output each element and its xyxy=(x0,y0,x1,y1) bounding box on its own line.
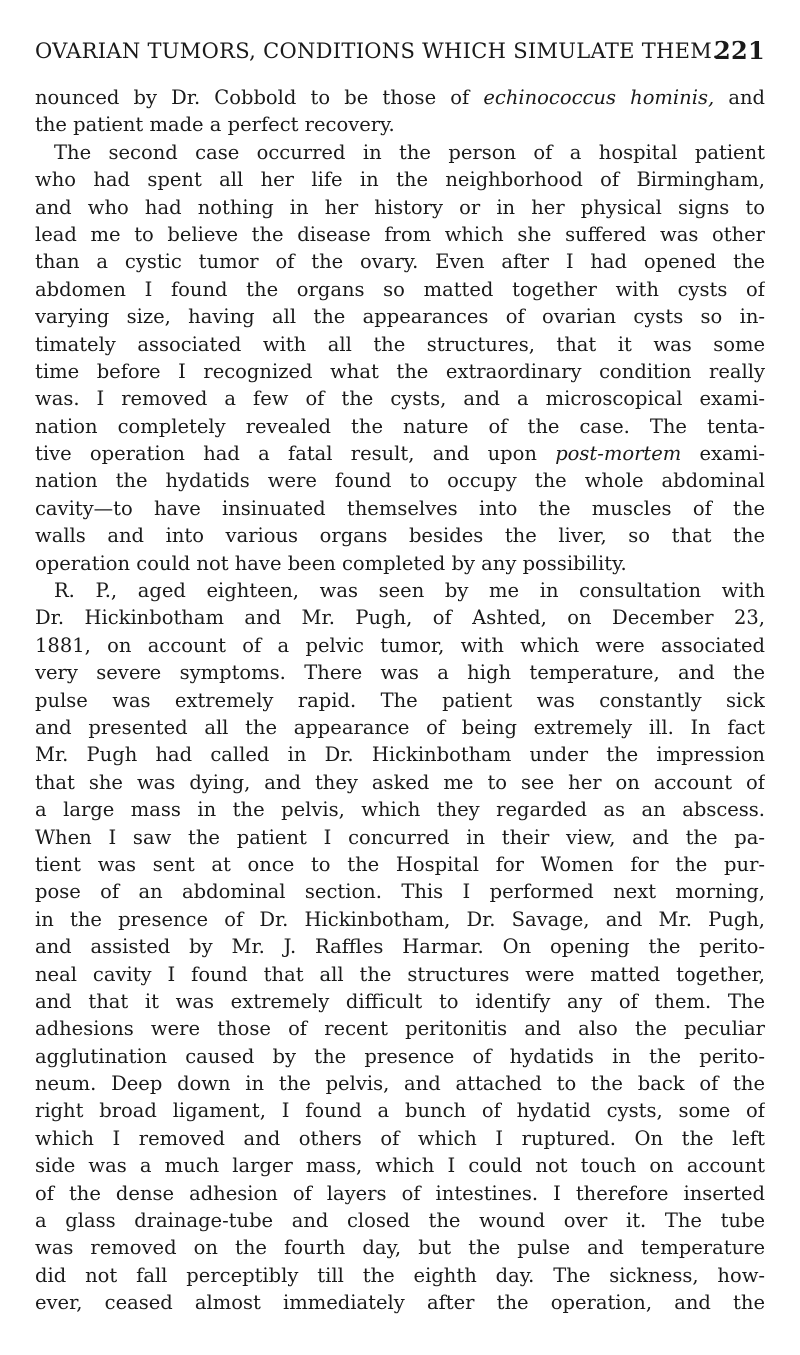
text-segment: 1881, on account of a pelvic tumor, with which were associated xyxy=(35,633,765,657)
text-segment: of the dense adhesion of layers of intestines. I therefore inserted xyxy=(35,1181,765,1205)
text-line xyxy=(35,413,765,440)
text-line xyxy=(35,303,765,330)
text-segment: nation completely revealed the nature of the case. The tenta- xyxy=(35,414,765,438)
text-segment: timately associated with all the structures, that it was some xyxy=(35,332,765,356)
text-line xyxy=(35,1015,765,1042)
text-line xyxy=(35,84,765,111)
text-line xyxy=(35,878,765,905)
text-line xyxy=(35,467,765,494)
text-line xyxy=(35,495,765,522)
text-line xyxy=(35,194,765,221)
body-text xyxy=(35,84,765,1317)
text-segment: nation the hydatids were found to occupy the whole abdominal xyxy=(35,469,765,493)
text-line xyxy=(35,906,765,933)
text-segment: very severe symptoms. There was a high temperature, and the xyxy=(35,661,765,685)
text-line xyxy=(35,687,765,714)
text-line xyxy=(35,1097,765,1124)
text-line xyxy=(35,632,765,659)
text-segment: and xyxy=(714,86,765,109)
text-segment: walls and into various organs besides the liver, so that the xyxy=(35,524,765,548)
text-segment: The second case occurred in the person of a hospital patient xyxy=(54,140,765,164)
text-segment: lead me to believe the disease from which she suffered was other xyxy=(35,222,765,246)
text-line xyxy=(35,1043,765,1070)
text-line xyxy=(35,522,765,549)
text-line xyxy=(35,577,765,604)
page-number: 221 xyxy=(714,36,765,65)
text-line xyxy=(35,358,765,385)
text-line xyxy=(35,248,765,275)
text-segment: and that it was extremely difficult to identify any of them. The xyxy=(35,989,765,1013)
text-segment: agglutination caused by the presence of hydatids in the perito- xyxy=(35,1044,765,1068)
text-segment: a large mass in the pelvis, which they regarded as an abscess. xyxy=(35,798,765,822)
text-line xyxy=(35,331,765,358)
text-line xyxy=(35,139,765,166)
text-segment: pose of an abdominal section. This I performed next morning, xyxy=(35,880,765,904)
text-segment: who had spent all her life in the neighborhood of Birmingham, xyxy=(35,168,765,192)
text-line xyxy=(35,824,765,851)
text-segment: and presented all the appearance of being extremely ill. In fact xyxy=(35,715,765,739)
text-segment: than a cystic tumor of the ovary. Even after I had opened the xyxy=(35,250,765,274)
text-line xyxy=(35,166,765,193)
text-segment: and assisted by Mr. J. Raffles Harmar. On opening the perito- xyxy=(35,935,765,959)
text-segment: side was a much larger mass, which I could not touch on account xyxy=(35,1154,765,1178)
text-line xyxy=(35,1262,765,1289)
text-line xyxy=(35,851,765,878)
text-line xyxy=(35,741,765,768)
text-line xyxy=(35,550,765,577)
text-segment: was. I removed a few of the cysts, and a microscopical exami- xyxy=(35,387,765,411)
text-line xyxy=(35,961,765,988)
text-line xyxy=(35,440,765,467)
text-segment: When I saw the patient I concurred in their view, and the pa- xyxy=(35,825,765,849)
text-segment: pulse was extremely rapid. The patient was constantly sick xyxy=(35,688,765,712)
text-line xyxy=(35,1207,765,1234)
text-line xyxy=(35,769,765,796)
text-segment: varying size, having all the appearances of ovarian cysts so in- xyxy=(35,305,765,329)
text-segment: R. P., aged eighteen, was seen by me in consultation with xyxy=(54,579,765,603)
text-line xyxy=(35,1125,765,1152)
text-segment: neal cavity I found that all the structures were matted together, xyxy=(35,962,765,986)
text-line xyxy=(35,385,765,412)
text-line xyxy=(35,714,765,741)
text-line xyxy=(35,988,765,1015)
text-segment: Dr. Hickinbotham and Mr. Pugh, of Ashted, on December 23, xyxy=(35,606,765,630)
text-segment: right broad ligament, I found a bunch of hydatid cysts, some of xyxy=(35,1099,765,1123)
text-segment: Mr. Pugh had called in Dr. Hickinbotham under the impression xyxy=(35,743,765,767)
running-head-title: OVARIAN TUMORS, CONDITIONS WHICH SIMULATE THEM. xyxy=(35,39,720,63)
text-segment: nounced by Dr. Cobbold to be those of xyxy=(35,86,484,109)
text-line xyxy=(35,111,765,138)
italic-text: post-mortem xyxy=(555,442,682,466)
text-line xyxy=(35,604,765,631)
text-segment: was removed on the fourth day, but the pulse and temperature xyxy=(35,1236,765,1260)
text-segment: and who had nothing in her history or in her physical signs to xyxy=(35,195,765,219)
text-line xyxy=(35,221,765,248)
text-segment: a glass drainage-tube and closed the wound over it. The tube xyxy=(35,1209,765,1233)
text-segment: in the presence of Dr. Hickinbotham, Dr. Savage, and Mr. Pugh, xyxy=(35,907,765,931)
text-line xyxy=(35,276,765,303)
text-segment: tive operation had a fatal result, and upon xyxy=(35,442,556,466)
text-line xyxy=(35,933,765,960)
text-line xyxy=(35,1180,765,1207)
text-line xyxy=(35,796,765,823)
text-segment: abdomen I found the organs so matted together with cysts of xyxy=(35,277,765,301)
text-segment: time before I recognized what the extraordinary condition really xyxy=(35,359,765,383)
text-line xyxy=(35,1070,765,1097)
text-line xyxy=(35,1152,765,1179)
text-segment: cavity—to have insinuated themselves into the muscles of the xyxy=(35,496,765,520)
text-segment: the patient made a perfect recovery. xyxy=(35,113,395,137)
text-segment: which I removed and others of which I ruptured. On the left xyxy=(35,1126,765,1150)
text-segment: adhesions were those of recent peritonitis and also the peculiar xyxy=(35,1017,765,1041)
text-segment: did not fall perceptibly till the eighth day. The sickness, how- xyxy=(35,1263,765,1287)
text-segment: ever, ceased almost immediately after the operation, and the xyxy=(35,1291,765,1315)
text-line xyxy=(35,1289,765,1316)
italic-text: echinococcus hominis, xyxy=(483,86,715,109)
text-segment: operation could not have been completed by any possibility. xyxy=(35,551,627,575)
text-segment: tient was sent at once to the Hospital for Women for the pur- xyxy=(35,852,765,876)
text-segment: that she was dying, and they asked me to see her on account of xyxy=(35,770,765,794)
text-segment: neum. Deep down in the pelvis, and attached to the back of the xyxy=(35,1072,765,1096)
text-line xyxy=(35,1234,765,1261)
running-head xyxy=(35,38,765,64)
text-segment: exami- xyxy=(681,442,765,466)
text-line xyxy=(35,659,765,686)
